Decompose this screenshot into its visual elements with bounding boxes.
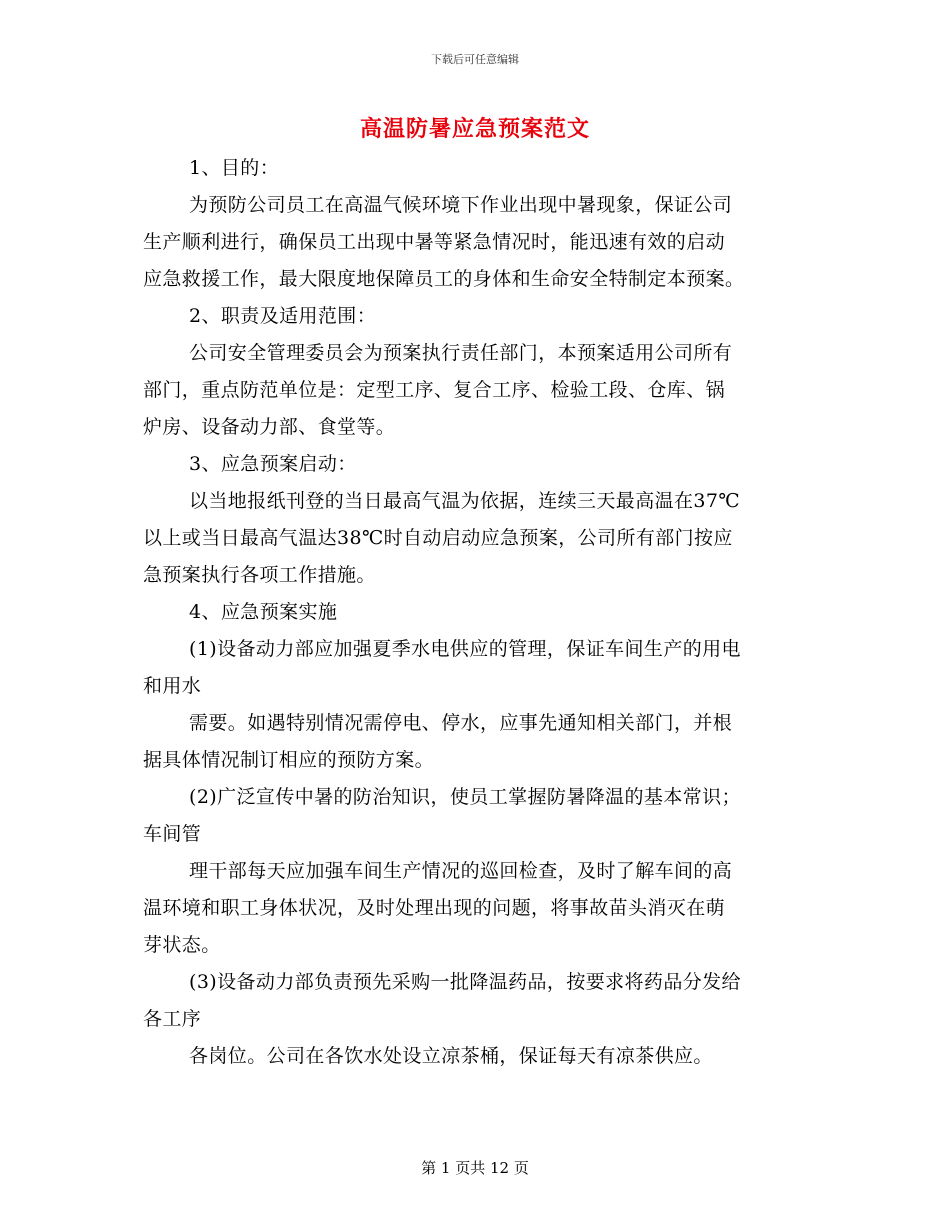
- document-title: 高温防暑应急预案范文: [359, 116, 590, 142]
- paragraph-line: (1)设备动力部应加强夏季水电供应的管理，保证车间生产的用电: [189, 638, 741, 660]
- paragraph-line: 和用水: [143, 675, 202, 697]
- section-heading: 3、应急预案启动：: [189, 453, 357, 475]
- section-heading: 4、应急预案实施: [189, 601, 338, 623]
- paragraph-line: 据具体情况制订相应的预防方案。: [143, 749, 435, 771]
- paragraph-line: 各岗位。公司在各饮水处设立凉茶桶，保证每天有凉茶供应。: [189, 1045, 713, 1067]
- page-number: 第 1 页共 12 页: [421, 1159, 529, 1177]
- paragraph-line: 应急救援工作，最大限度地保障员工的身体和生命安全特制定本预案。: [143, 268, 745, 290]
- paragraph-line: 为预防公司员工在高温气候环境下作业出现中暑现象，保证公司: [189, 194, 733, 216]
- paragraph-line: 部门，重点防范单位是：定型工序、复合工序、检验工段、仓库、锅: [143, 379, 726, 401]
- section-heading: 1、目的：: [189, 157, 280, 179]
- paragraph-line: 需要。如遇特别情况需停电、停水，应事先通知相关部门，并根: [189, 712, 733, 734]
- paragraph-line: 以当地报纸刊登的当日最高气温为依据，连续三天最高温在37℃: [189, 490, 741, 512]
- paragraph-line: 生产顺利进行，确保员工出现中暑等紧急情况时，能迅速有效的启动: [143, 231, 726, 253]
- paragraph-line: 急预案执行各项工作措施。: [143, 564, 376, 586]
- page-header: 下载后可任意编辑: [431, 53, 519, 66]
- paragraph-line: 芽状态。: [143, 934, 221, 956]
- paragraph-line: 公司安全管理委员会为预案执行责任部门，本预案适用公司所有: [189, 342, 733, 364]
- paragraph-line: (3)设备动力部负责预先采购一批降温药品，按要求将药品分发给: [189, 971, 741, 993]
- paragraph-line: 理干部每天应加强车间生产情况的巡回检查，及时了解车间的高: [189, 860, 733, 882]
- paragraph-line: 各工序: [143, 1008, 202, 1030]
- paragraph-line: 以上或当日最高气温达38℃时自动启动应急预案，公司所有部门按应: [143, 527, 733, 549]
- paragraph-line: 炉房、设备动力部、食堂等。: [143, 416, 396, 438]
- section-heading: 2、职责及适用范围：: [189, 305, 377, 327]
- paragraph-line: 车间管: [143, 823, 202, 845]
- paragraph-line: 温环境和职工身体状况，及时处理出现的问题，将事故苗头消灭在萌: [143, 897, 726, 919]
- document-body: [143, 150, 811, 1075]
- paragraph-line: (2)广泛宣传中暑的防治知识，使员工掌握防暑降温的基本常识；: [189, 786, 741, 808]
